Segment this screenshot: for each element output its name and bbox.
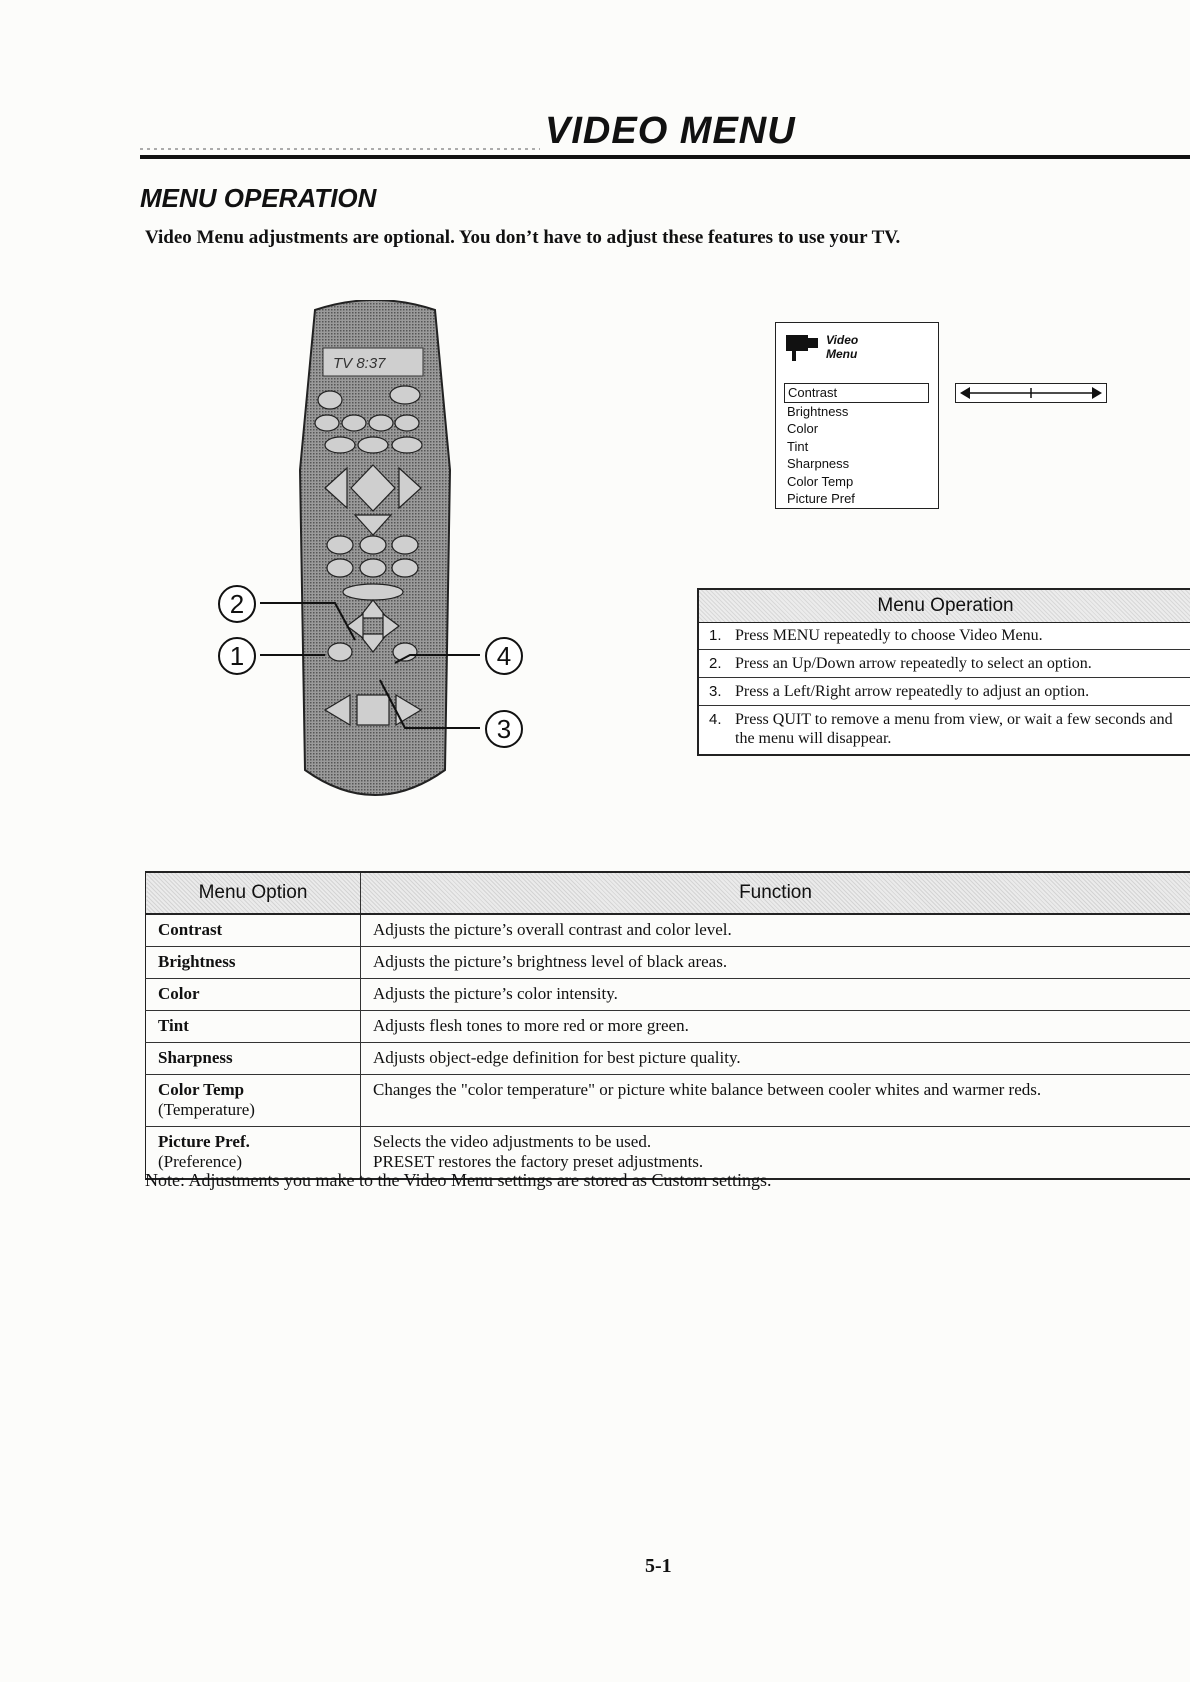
step-text: Press QUIT to remove a menu from view, or wait a few seconds and the menu will disappear. — [735, 711, 1173, 747]
osd-item-picture-pref: Picture Pref — [787, 491, 855, 506]
header-dotted-rule — [140, 148, 540, 150]
osd-option-list — [784, 383, 929, 508]
menu-option-cell — [146, 1011, 361, 1043]
table-row — [146, 1043, 1190, 1075]
table-row — [146, 979, 1190, 1011]
option-name: Picture Pref. — [158, 1132, 250, 1151]
intro-text: Video Menu adjustments are optional. You don’t have to adjust these features to use your TV. — [145, 227, 901, 248]
video-camera-icon — [784, 331, 822, 363]
step-number: 1. — [709, 627, 722, 644]
osd-item-color: Color — [787, 421, 819, 436]
osd-item-tint: Tint — [787, 438, 809, 454]
table-row — [146, 1075, 1190, 1127]
menu-operation-step — [699, 706, 1190, 752]
option-name: Color — [158, 984, 200, 1003]
menu-option-cell — [146, 979, 361, 1011]
callout-3: 3 — [485, 710, 523, 748]
function-cell: Adjusts the picture’s overall contrast and color level. — [361, 914, 1190, 947]
menu-option-cell — [146, 947, 361, 979]
column-header-menu-option: Menu Option — [146, 872, 361, 914]
function-cell: Adjusts the picture’s brightness level of black areas. — [361, 947, 1190, 979]
step-text: Press an Up/Down arrow repeatedly to select an option. — [735, 655, 1092, 672]
function-line: PRESET restores the factory preset adjustments. — [373, 1152, 704, 1171]
function-cell: Changes the "color temperature" or picture white balance between cooler whites and warmer reds. — [361, 1075, 1190, 1127]
section-title: MENU OPERATION — [140, 183, 377, 213]
step-number: 3. — [709, 683, 722, 700]
option-name: Sharpness — [158, 1048, 233, 1067]
header-rule — [140, 155, 1190, 159]
menu-operation-title: Menu Operation — [699, 588, 1190, 623]
adjustment-slider — [955, 383, 1107, 403]
table-row — [146, 947, 1190, 979]
menu-operation-box — [697, 588, 1190, 756]
function-line: Selects the video adjustments to be used. — [373, 1132, 652, 1151]
menu-option-cell — [146, 1043, 361, 1075]
menu-option-cell — [146, 1075, 361, 1127]
table-header-row — [146, 872, 1190, 914]
option-name: Color Temp — [158, 1080, 245, 1099]
callout-1: 1 — [218, 637, 256, 675]
onscreen-video-menu — [775, 322, 939, 509]
osd-item-brightness: Brightness — [787, 403, 849, 419]
menu-operation-step — [699, 678, 1190, 706]
column-header-function: Function — [361, 872, 1190, 914]
step-number: 4. — [709, 711, 722, 728]
page-number: 5-1 — [645, 1555, 672, 1577]
osd-item-color-temp: Color Temp — [787, 473, 854, 489]
menu-option-cell — [146, 914, 361, 947]
step-text: Press a Left/Right arrow repeatedly to adjust an option. — [735, 683, 1090, 700]
step-number: 2. — [709, 655, 722, 672]
function-cell: Adjusts the picture’s color intensity. — [361, 979, 1190, 1011]
function-cell: Adjusts flesh tones to more red or more green. — [361, 1011, 1190, 1043]
function-cell: Adjusts object-edge definition for best picture quality. — [361, 1043, 1190, 1075]
slider-right-arrow-icon — [1092, 387, 1102, 399]
osd-item-sharpness: Sharpness — [787, 456, 850, 471]
menu-operation-step — [699, 622, 1190, 650]
remote-display-text: TV 8:37 — [333, 355, 386, 372]
page-title: VIDEO MENU — [545, 110, 796, 152]
option-name: Tint — [158, 1016, 189, 1035]
osd-item-contrast: Contrast — [784, 383, 929, 403]
table-row — [146, 914, 1190, 947]
menu-function-table — [145, 871, 1190, 1180]
osd-title-line2: Menu — [826, 347, 858, 361]
table-row — [146, 1011, 1190, 1043]
osd-title-line1: Video — [826, 333, 859, 347]
option-subtitle: (Preference) — [158, 1152, 242, 1171]
option-name: Brightness — [158, 952, 236, 971]
note-text: Note: Adjustments you make to the Video Menu settings are stored as Custom settings. — [145, 1170, 772, 1190]
callout-2: 2 — [218, 585, 256, 623]
osd-title — [826, 333, 858, 361]
callout-4: 4 — [485, 637, 523, 675]
option-name: Contrast — [158, 920, 223, 939]
menu-operation-step — [699, 650, 1190, 678]
slider-left-arrow-icon — [960, 387, 970, 399]
option-subtitle: (Temperature) — [158, 1100, 255, 1119]
step-text: Press MENU repeatedly to choose Video Menu. — [735, 627, 1043, 644]
